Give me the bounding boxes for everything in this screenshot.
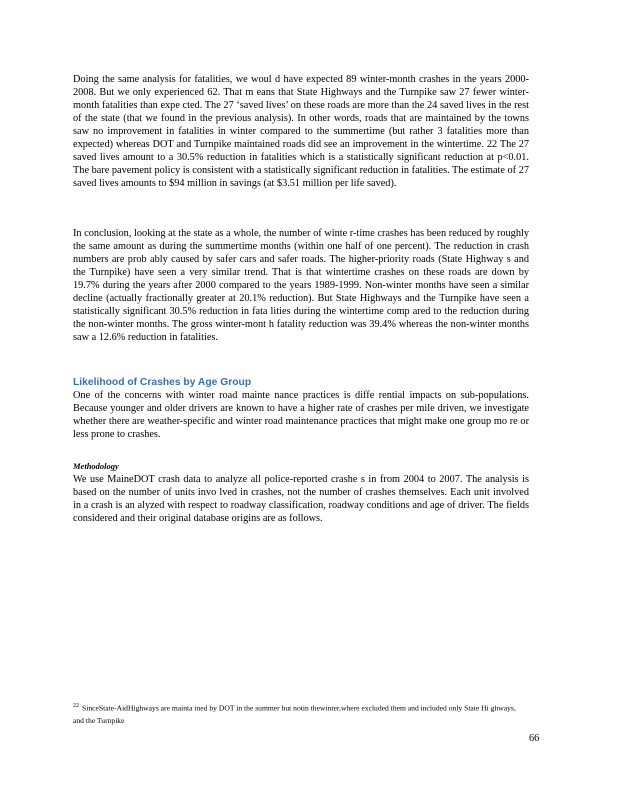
paragraph-fatalities-analysis: Doing the same analysis for fatalities, we woul d have expected 89 winter-month crashes in the years 2000-2008. But we only experienced 62. That m eans that State Highways and the Turnpike saw 27 fewer winter-month fatalities than expe cted. The 27 ‘saved lives’ on these roads are more than the 24 saved lives in the rest of the state (that we found in the previous analysis). In other words, roads that are maintained by the towns saw no improvement in fatalities in winter compared to the summertime (but rather 3 fatalities more than expected) whereas DOT and Turnpike maintained roads did see an improvement in the wintertime. 22 The 27 saved lives amount to a 30.5% reduction in fatalities which is a statistically significant reduction at p<0.01. The bare pavement policy is consistent with a statistically significant reduction in fatalities. The estimate of 27 saved lives amounts to $94 million in savings (at $3.51 million per life saved). (73, 74, 529, 190)
section-heading: Likelihood of Crashes by Age Group (73, 377, 252, 388)
footnote-text: SinceState-AidHighways are mainta ined by DOT in the summer but notin thewinter,where excluded them and included only State Hi ghways, and the Turnpike (73, 703, 516, 725)
paragraph-conclusion: In conclusion, looking at the state as a whole, the number of winte r-time crashes has been reduced by roughly the same amount as during the summertime months (within one half of one percent). The reduction in crash numbers are prob ably caused by safer cars and safer roads. The higher-priority roads (State Highway s and the Turnpike) have seen a very similar trend. That is that wintertime crashes on these roads are down by 19.7% during the years after 2000 compared to the years 1989-1999. Non-winter months have seen a similar decline (actually fractionally greater at 20.1% reduction). But State Highways and the Turnpike have seen a statistically significant 30.5% reduction in fata lities during the wintertime comp ared to the reduction during the non-winter months. The gross winter-mont h fatality reduction was 39.4% whereas the non-winter months saw a 12.6% reduction in fatalities. (73, 228, 529, 344)
footnote-marker: 22 (73, 703, 79, 709)
methodology-subheading: Methodology (73, 461, 119, 471)
footnote (73, 700, 523, 727)
paragraph-methodology: We use MaineDOT crash data to analyze all police-reported crashe s in from 2004 to 2007. The analysis is based on the number of units invo lved in crashes, not the number of crashes themselves. Each unit involved in a crash is an alyzed with respect to roadway classification, roadway conditions and age of driver. The fields considered and their original database origins are as follows. (73, 474, 529, 525)
page-number: 66 (529, 733, 540, 744)
paragraph-sub-populations: One of the concerns with winter road mainte nance practices is diffe rential impacts on sub-populations. Because younger and older drivers are known to have a higher rate of crashes per mile driven, we investigate whether there are weather-specific and winter road maintenance practices that might make one group mo re or less prone to crashes. (73, 390, 529, 441)
